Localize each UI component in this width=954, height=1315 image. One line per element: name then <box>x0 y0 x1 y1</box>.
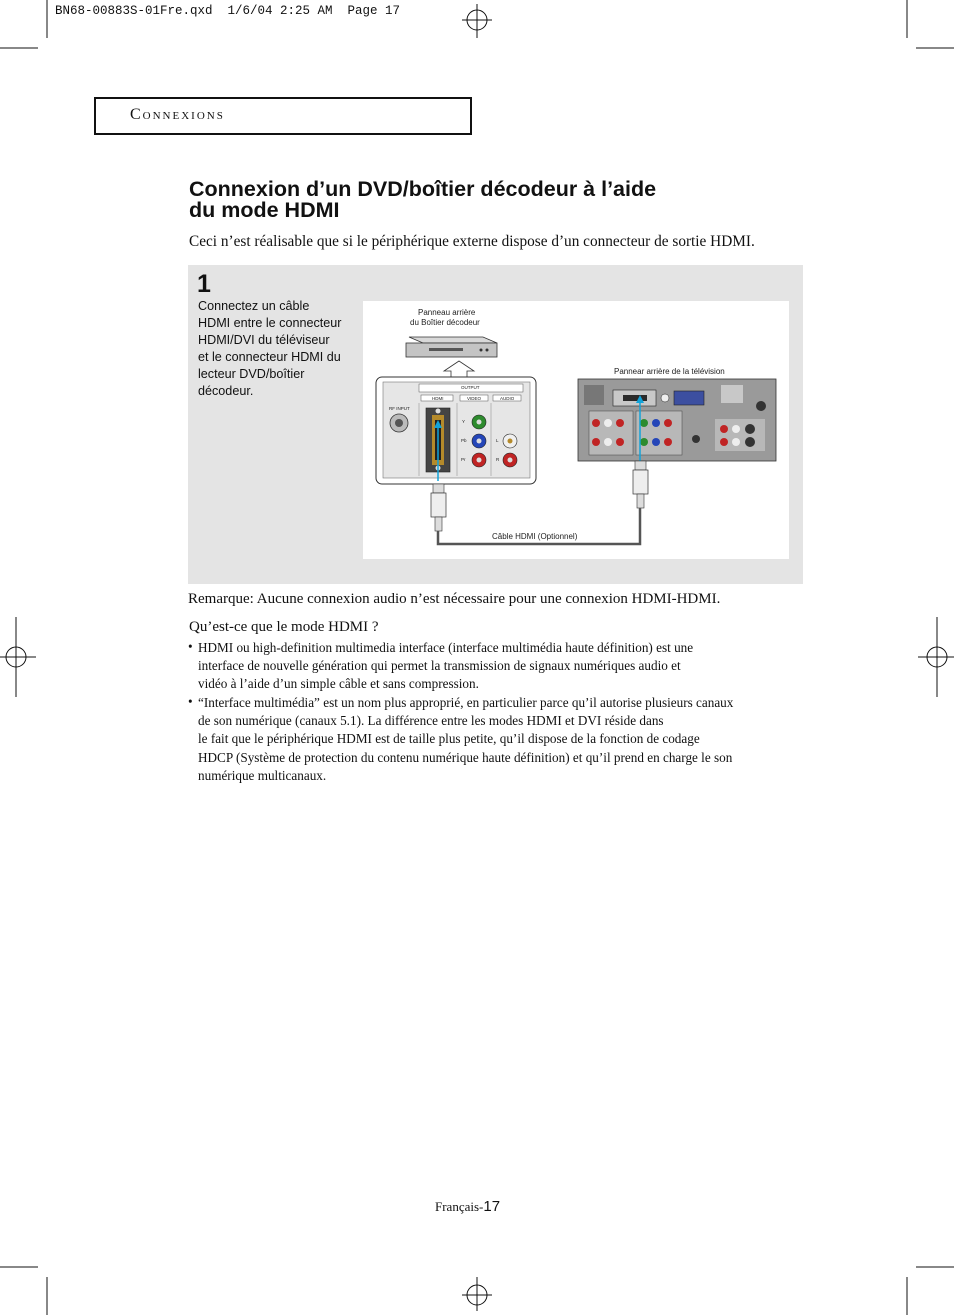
dvd-rear-panel <box>376 377 536 484</box>
connection-diagram <box>363 301 789 559</box>
remark-text: Remarque: Aucune connexion audio n’est nécessaire pour une connexion HDMI-HDMI. <box>188 591 721 607</box>
step-line: Connectez un câble <box>198 299 310 313</box>
tv-rear-panel <box>578 379 776 461</box>
step-line: décodeur. <box>198 384 254 398</box>
pr-label: Pr <box>461 457 466 462</box>
bullet2-line: le fait que le périphérique HDMI est de taille plus petite, qu’il dispose de la fonction de codage <box>198 731 700 746</box>
cable-label: Câble HDMI (Optionnel) <box>492 532 578 541</box>
footer-language: Français- <box>435 1199 484 1214</box>
registration-mark-top <box>462 4 492 38</box>
bullet2-line: numérique multicanaux. <box>198 768 327 783</box>
bullet2-line: de son numérique (canaux 5.1). La différence entre les modes HDMI et DVI réside dans <box>198 713 664 728</box>
intro-text: Ceci n’est réalisable que si le périphérique externe dispose d’un connecteur de sortie HDMI. <box>189 233 755 250</box>
file-slug: BN68-00883S-01Fre.qxd 1/6/04 2:25 AM Page 17 <box>55 4 401 18</box>
dvd-panel-label: Panneau arrière <box>418 308 476 317</box>
step-number: 1 <box>197 270 211 298</box>
l-label: L <box>496 438 499 443</box>
step-line: et le connecteur HDMI du <box>198 350 341 364</box>
r-label: R <box>496 457 500 462</box>
y-label: Y <box>462 419 466 424</box>
bullet1-line: HDMI ou high-definition multimedia interface (interface multimédia haute définition) est une <box>198 640 694 655</box>
tv-panel-label: Pannear arrière de la télévision <box>614 367 725 376</box>
step-line: lecteur DVD/boîtier <box>198 367 305 381</box>
page-footer <box>435 1198 500 1215</box>
hdmi-column-label: HDMI <box>432 396 444 401</box>
dvd-player-icon <box>406 337 497 357</box>
page-number: 17 <box>483 1198 501 1215</box>
bullet2-line: “Interface multimédia” est un nom plus approprié, en particulier parce qu’il autorise plusieurs canaux <box>198 695 734 710</box>
diagram-illustration <box>363 301 789 559</box>
registration-mark-left <box>0 617 36 697</box>
video-column-label: VIDEO <box>467 396 482 401</box>
pb-label: Pb <box>461 438 467 443</box>
step-instructions <box>198 298 358 400</box>
title-line: du mode HDMI <box>189 198 340 222</box>
dvd-panel-label: du Boîtier décodeur <box>410 318 480 327</box>
bullet-marker: • <box>188 694 193 709</box>
bullet-marker: • <box>188 639 193 654</box>
bullet2-line: HDCP (Système de protection du contenu numérique haute définition) et qu’il prend en charge le son <box>198 750 733 765</box>
title-line: Connexion d’un DVD/boîtier décodeur à l’aide <box>189 177 657 201</box>
rf-input-label: RF INPUT <box>389 406 410 411</box>
step-line: HDMI/DVI du téléviseur <box>198 333 330 347</box>
page-title <box>189 179 829 221</box>
registration-mark-bottom <box>462 1277 492 1311</box>
bullet1-line: interface de nouvelle génération qui permet la transmission de signaux numériques audio et <box>198 658 681 673</box>
question-heading: Qu’est-ce que le mode HDMI ? <box>189 619 379 635</box>
section-header: Connexions <box>130 106 225 123</box>
step-line: HDMI entre le connecteur <box>198 316 342 330</box>
output-label: OUTPUT <box>461 385 480 390</box>
bullet1-line: vidéo à l’aide d’un simple câble et sans compression. <box>198 676 479 691</box>
registration-mark-right <box>918 617 954 697</box>
audio-column-label: AUDIO <box>500 396 515 401</box>
